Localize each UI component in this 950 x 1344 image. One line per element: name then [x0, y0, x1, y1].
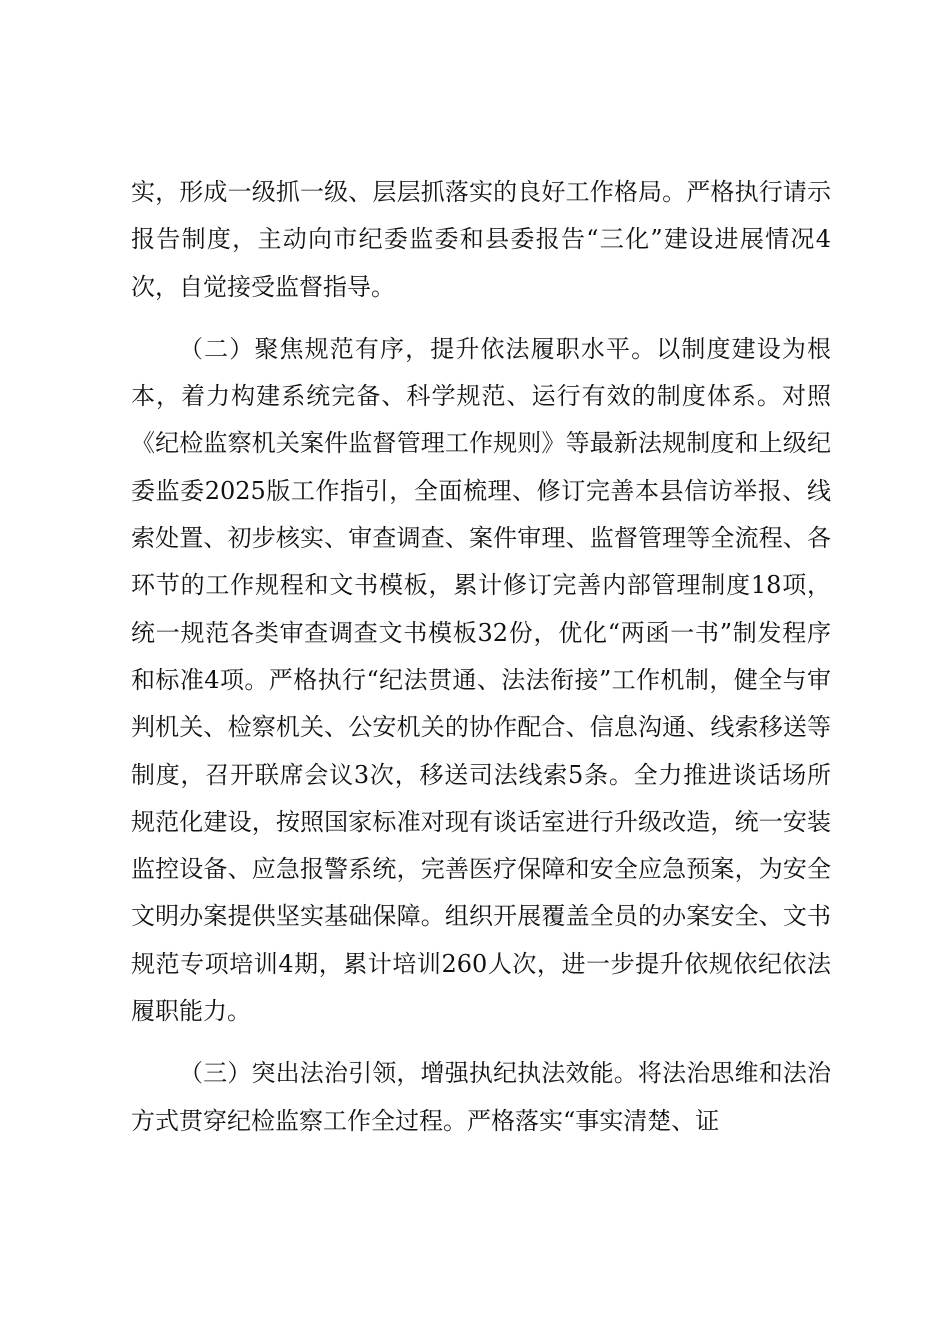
- paragraph-continuation: 实，形成一级抓一级、层层抓落实的良好工作格局。严格执行请示报告制度，主动向市纪委监委和县委报告“三化”建设进展情况4次，自觉接受监督指导。: [131, 178, 831, 301]
- paragraph-section-three: （三）突出法治引领，增强执纪执法效能。将法治思维和法治方式贯穿纪检监察工作全过程。严格落实“事实清楚、证: [131, 1059, 831, 1135]
- document-body: [131, 169, 831, 1160]
- paragraph-section-two: （二）聚焦规范有序，提升依法履职水平。以制度建设为根本，着力构建系统完备、科学规范、运行有效的制度体系。对照《纪检监察机关案件监督管理工作规则》等最新法规制度和上级纪委监委2025版工作指引，全面梳理、修订完善本县信访举报、线索处置、初步核实、审查调查、案件审理、监督管理等全流程、各环节的工作规程和文书模板，累计修订完善内部管理制度18项，统一规范各类审查调查文书模板32份，优化“两函一书”制发程序和标准4项。严格执行“纪法贯通、法法衔接”工作机制，健全与审判机关、检察机关、公安机关的协作配合、信息沟通、线索移送等制度，召开联席会议3次，移送司法线索5条。全力推进谈话场所规范化建设，按照国家标准对现有谈话室进行升级改造，统一安装监控设备、应急报警系统，完善医疗保障和安全应急预案，为安全文明办案提供坚实基础保障。组织开展覆盖全员的办案安全、文书规范专项培训4期，累计培训260人次，进一步提升依规依纪依法履职能力。: [131, 334, 831, 1026]
